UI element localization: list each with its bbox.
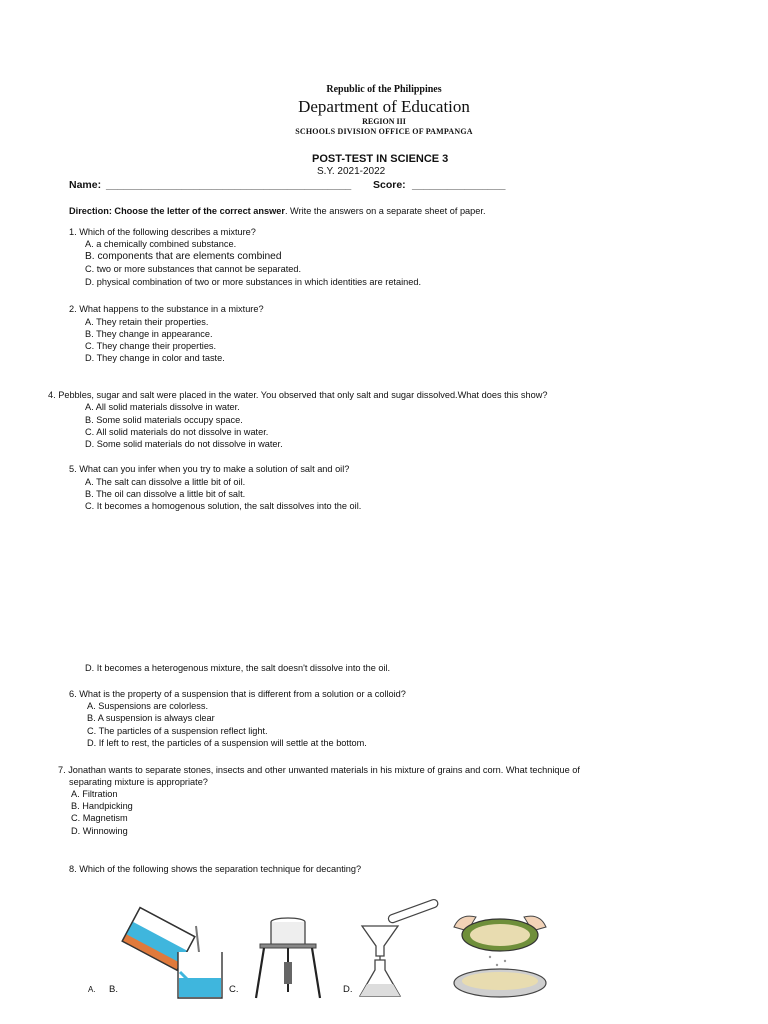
q2-option-a: A. They retain their properties.: [85, 317, 209, 327]
q7-option-d: D. Winnowing: [71, 826, 128, 836]
division-heading: SCHOOLS DIVISION OFFICE OF PAMPANGA: [295, 127, 473, 136]
direction-text: [69, 206, 486, 216]
direction-rest: . Write the answers on a separate sheet of paper.: [284, 206, 486, 216]
q4-option-d: D. Some solid materials do not dissolve in water.: [85, 439, 283, 449]
q5-option-b: B. The oil can dissolve a little bit of salt.: [85, 489, 246, 499]
q4-option-b: B. Some solid materials occupy space.: [85, 415, 243, 425]
score-label: Score:: [373, 179, 406, 191]
name-label: Name:: [69, 179, 102, 191]
school-year: S.Y. 2021-2022: [317, 166, 386, 177]
q6-option-a: A. Suspensions are colorless.: [87, 701, 209, 711]
question-1: 1. Which of the following describes a mixture?: [69, 227, 256, 237]
winnowing-tray-image: [450, 905, 550, 1005]
q7-option-c: C. Magnetism: [71, 813, 128, 823]
test-title: POST-TEST IN SCIENCE 3: [312, 153, 449, 165]
q2-option-c: C. They change their properties.: [85, 341, 217, 351]
q5-option-a: A. The salt can dissolve a little bit of oil.: [85, 477, 246, 487]
q4-option-c: C. All solid materials do not dissolve in water.: [85, 427, 269, 437]
tripod-stand-image: [252, 914, 324, 1000]
decanting-beaker-image: [118, 912, 228, 1002]
q7-option-a: A. Filtration: [71, 789, 118, 799]
name-line[interactable]: __________________________________________: [106, 179, 352, 191]
question-2: 2. What happens to the substance in a mixture?: [69, 304, 264, 314]
q6-option-d: D. If left to rest, the particles of a suspension will settle at the bottom.: [87, 738, 367, 748]
q7-option-b: B. Handpicking: [71, 801, 133, 811]
q2-option-b: B. They change in appearance.: [85, 329, 213, 339]
question-4: 4. Pebbles, sugar and salt were placed in the water. You observed that only salt and sugar dissolved.What does this show?: [48, 390, 548, 400]
q1-option-d: D. physical combination of two or more substances in which identities are retained.: [85, 277, 422, 287]
question-7-cont: separating mixture is appropriate?: [69, 777, 208, 787]
q8-option-c: C.: [229, 984, 239, 995]
q5-option-d: D. It becomes a heterogenous mixture, the salt doesn't dissolve into the oil.: [85, 663, 391, 673]
republic-heading: Republic of the Philippines: [326, 84, 442, 95]
filtration-funnel-image: [356, 904, 446, 1000]
department-heading: Department of Education: [298, 97, 470, 116]
question-6: 6. What is the property of a suspension that is different from a solution or a colloid?: [69, 689, 406, 699]
q8-option-a: A.: [88, 985, 96, 994]
score-line[interactable]: ________________: [412, 179, 506, 191]
question-5: 5. What can you infer when you try to make a solution of salt and oil?: [69, 464, 350, 474]
q5-option-c: C. It becomes a homogenous solution, the salt dissolves into the oil.: [85, 501, 362, 511]
q6-option-c: C. The particles of a suspension reflect light.: [87, 726, 268, 736]
direction-bold: Direction: Choose the letter of the correct answer: [69, 206, 285, 216]
region-heading: REGION III: [362, 117, 406, 126]
question-7: 7. Jonathan wants to separate stones, insects and other unwanted materials in his mixture of grains and corn. What technique of: [58, 765, 580, 775]
q6-option-b: B. A suspension is always clear: [87, 713, 215, 723]
q1-option-c: C. two or more substances that cannot be separated.: [85, 264, 302, 274]
q4-option-a: A. All solid materials dissolve in water.: [85, 402, 240, 412]
q8-option-b: B.: [109, 984, 118, 995]
q2-option-d: D. They change in color and taste.: [85, 353, 225, 363]
question-8: 8. Which of the following shows the separation technique for decanting?: [69, 864, 362, 874]
q1-option-b: B. components that are elements combined: [85, 251, 282, 262]
q1-option-a: A. a chemically combined substance.: [85, 239, 237, 249]
q8-option-d: D.: [343, 984, 353, 995]
